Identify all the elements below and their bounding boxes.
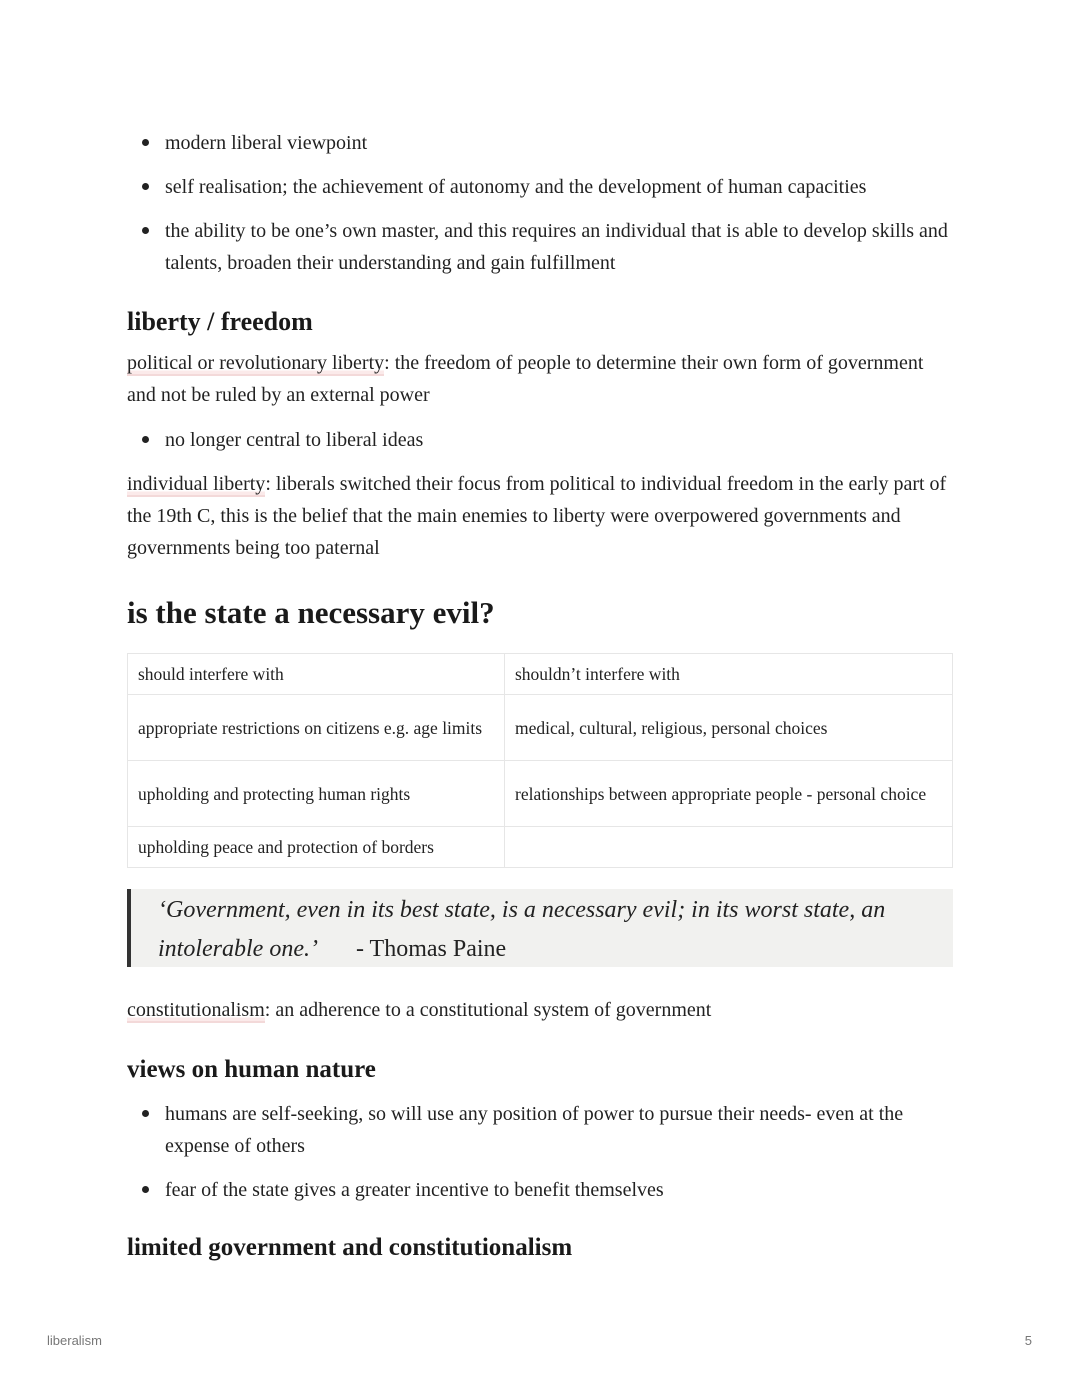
- human-nature-heading: views on human nature: [127, 1056, 376, 1083]
- table-cell: [505, 827, 953, 868]
- interference-table: [127, 653, 953, 868]
- individual-liberty-term: individual liberty: [127, 473, 266, 495]
- table-row: [128, 761, 953, 827]
- individual-liberty-paragraph: [127, 468, 947, 564]
- table-cell: medical, cultural, religious, personal choices: [505, 695, 953, 761]
- political-liberty-paragraph: [127, 347, 957, 411]
- political-liberty-term: political or revolutionary liberty: [127, 352, 385, 374]
- political-bullet-list: [140, 424, 960, 456]
- constitutionalism-paragraph: [127, 994, 957, 1026]
- page-number: 5: [1024, 1333, 1032, 1348]
- table-cell: upholding and protecting human rights: [128, 761, 505, 827]
- list-item: self realisation; the achievement of autonomy and the development of human capacities: [140, 171, 960, 203]
- paine-quote-block: [127, 889, 953, 967]
- table-header-row: [128, 654, 953, 695]
- individual-liberty-definition: : liberals switched their focus from political to individual freedom in the early part of the 19th C, this is the belief that the main enemies to liberty were overpowered governments and governments being too paternal: [127, 473, 947, 559]
- table-header-cell: shouldn’t interfere with: [505, 654, 953, 695]
- constitutionalism-term: constitutionalism: [127, 999, 265, 1021]
- quote-text: ‘Government, even in its best state, is a necessary evil; in its worst state, an intolerable one.’: [158, 897, 886, 962]
- table-cell: appropriate restrictions on citizens e.g. age limits: [128, 695, 505, 761]
- list-item: humans are self-seeking, so will use any position of power to pursue their needs- even at the expense of others: [140, 1098, 960, 1162]
- list-item: modern liberal viewpoint: [140, 127, 960, 159]
- political-liberty-definition: : the freedom of people to determine their own form of government and not be ruled by an external power: [127, 352, 924, 406]
- top-bullet-list: [140, 127, 960, 279]
- table-row: [128, 695, 953, 761]
- liberty-heading: liberty / freedom: [127, 307, 313, 336]
- limited-government-heading: limited government and constitutionalism: [127, 1234, 573, 1261]
- list-item: no longer central to liberal ideas: [140, 424, 960, 456]
- quote-author: - Thomas Paine: [355, 936, 507, 962]
- list-item: fear of the state gives a greater incentive to benefit themselves: [140, 1174, 960, 1206]
- list-item: the ability to be one’s own master, and this requires an individual that is able to develop skills and talents, broaden their understanding and gain fulfillment: [140, 215, 960, 279]
- table-cell: relationships between appropriate people - personal choice: [505, 761, 953, 827]
- human-nature-bullet-list: [140, 1098, 960, 1206]
- footer-section-label: liberalism: [47, 1333, 102, 1348]
- state-heading: is the state a necessary evil?: [127, 595, 495, 630]
- constitutionalism-definition: : an adherence to a constitutional system of government: [264, 999, 712, 1021]
- table-header-cell: should interfere with: [128, 654, 505, 695]
- table-row: [128, 827, 953, 868]
- table-cell: upholding peace and protection of borders: [128, 827, 505, 868]
- quote-content: [158, 891, 948, 969]
